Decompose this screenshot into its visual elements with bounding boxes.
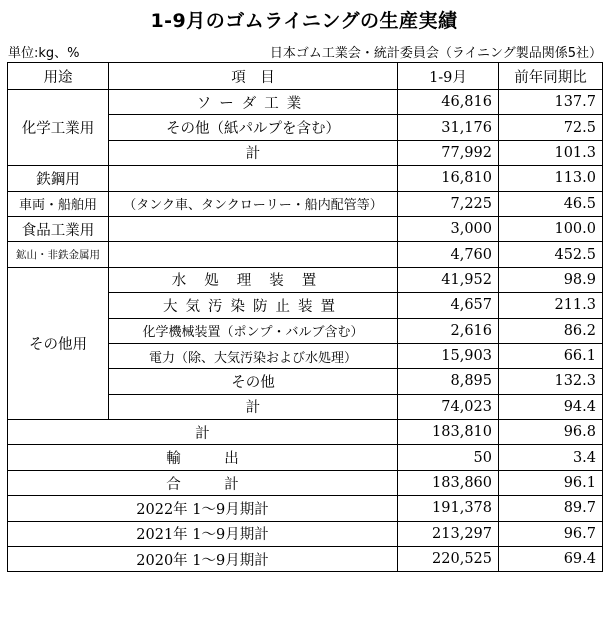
- value-cell: 46,816: [398, 90, 499, 115]
- history-label: 2020年 1～9月期計: [8, 547, 398, 572]
- value-cell: 15,903: [398, 343, 499, 368]
- value-cell: 7,225: [398, 191, 499, 216]
- ratio-cell: 101.3: [499, 140, 603, 165]
- category-mining: 鉱山・非鉄金属用: [8, 242, 109, 267]
- history-row: [8, 521, 603, 546]
- subtotal-row: [8, 420, 603, 445]
- category-vehicle: 車両・船舶用: [8, 191, 109, 216]
- page-title: 1-9月のゴムライニングの生産実績: [150, 10, 458, 32]
- header-yoy: 前年同期比: [499, 63, 603, 90]
- item-cell: その他: [109, 369, 398, 394]
- header-row: [8, 63, 603, 90]
- category-other: その他用: [8, 267, 109, 419]
- table-row: [8, 90, 603, 115]
- ratio-cell: 452.5: [499, 242, 603, 267]
- ratio-cell: 96.8: [499, 420, 603, 445]
- value-cell: 183,860: [398, 470, 499, 495]
- value-cell: 16,810: [398, 166, 499, 191]
- item-cell: 水処理装置: [109, 267, 398, 292]
- ratio-cell: 100.0: [499, 216, 603, 241]
- ratio-cell: 86.2: [499, 318, 603, 343]
- category-steel: 鉄鋼用: [8, 166, 109, 191]
- history-label: 2021年 1～9月期計: [8, 521, 398, 546]
- value-cell: 183,810: [398, 420, 499, 445]
- item-cell: 計: [109, 140, 398, 165]
- total-row: [8, 470, 603, 495]
- export-label: 輸 出: [8, 445, 398, 470]
- item-cell: ソーダ工業: [109, 90, 398, 115]
- ratio-cell: 96.7: [499, 521, 603, 546]
- ratio-cell: 98.9: [499, 267, 603, 292]
- value-cell: 3,000: [398, 216, 499, 241]
- header-use: 用途: [8, 63, 109, 90]
- ratio-cell: 69.4: [499, 547, 603, 572]
- item-cell: [109, 242, 398, 267]
- header-item: 項 目: [109, 63, 398, 90]
- value-cell: 77,992: [398, 140, 499, 165]
- table-row: [8, 216, 603, 241]
- item-cell: 計: [109, 394, 398, 419]
- history-label: 2022年 1～9月期計: [8, 496, 398, 521]
- ratio-cell: 96.1: [499, 470, 603, 495]
- item-cell: 電力（除、大気汚染および水処理）: [109, 343, 398, 368]
- ratio-cell: 132.3: [499, 369, 603, 394]
- item-cell: [109, 216, 398, 241]
- category-chem: 化学工業用: [8, 90, 109, 166]
- item-cell: （タンク車、タンクローリー・船内配管等）: [109, 191, 398, 216]
- value-cell: 4,657: [398, 293, 499, 318]
- item-cell: その他（紙パルプを含む）: [109, 115, 398, 140]
- ratio-cell: 66.1: [499, 343, 603, 368]
- ratio-cell: 46.5: [499, 191, 603, 216]
- table-row: [8, 191, 603, 216]
- ratio-cell: 89.7: [499, 496, 603, 521]
- value-cell: 41,952: [398, 267, 499, 292]
- ratio-cell: 72.5: [499, 115, 603, 140]
- subtotal-label: 計: [8, 420, 398, 445]
- production-table: [7, 62, 603, 572]
- value-cell: 8,895: [398, 369, 499, 394]
- value-cell: 50: [398, 445, 499, 470]
- value-cell: 2,616: [398, 318, 499, 343]
- ratio-cell: 94.4: [499, 394, 603, 419]
- total-label: 合 計: [8, 470, 398, 495]
- item-cell: 化学機械装置（ポンプ・バルブ含む）: [109, 318, 398, 343]
- ratio-cell: 211.3: [499, 293, 603, 318]
- value-cell: 191,378: [398, 496, 499, 521]
- history-row: [8, 496, 603, 521]
- header-period: 1-9月: [398, 63, 499, 90]
- value-cell: 31,176: [398, 115, 499, 140]
- ratio-cell: 113.0: [499, 166, 603, 191]
- ratio-cell: 3.4: [499, 445, 603, 470]
- unit-note: 単位:kg、%: [8, 46, 80, 61]
- table-row: [8, 166, 603, 191]
- value-cell: 4,760: [398, 242, 499, 267]
- source-note: 日本ゴム工業会・統計委員会（ライニング製品関係5社）: [269, 46, 602, 61]
- value-cell: 213,297: [398, 521, 499, 546]
- value-cell: 220,525: [398, 547, 499, 572]
- item-cell: [109, 166, 398, 191]
- table-row: [8, 267, 603, 292]
- table-row: [8, 242, 603, 267]
- export-row: [8, 445, 603, 470]
- value-cell: 74,023: [398, 394, 499, 419]
- ratio-cell: 137.7: [499, 90, 603, 115]
- history-row: [8, 547, 603, 572]
- item-cell: 大気汚染防止装置: [109, 293, 398, 318]
- category-food: 食品工業用: [8, 216, 109, 241]
